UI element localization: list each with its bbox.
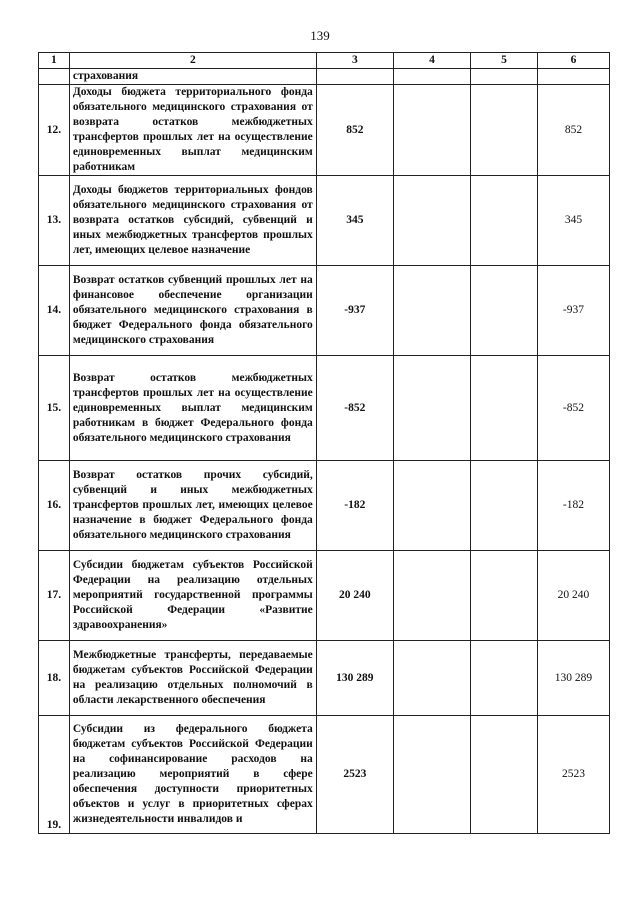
column-header-4: 4 [393, 53, 470, 69]
continuation-row [39, 69, 610, 85]
row-col5-value [471, 266, 538, 356]
row-col3-value: 130 289 [316, 641, 393, 716]
row-description: Возврат остатков субвенций прошлых лет на финансовое обеспечение организации обязательного медицинского страхования в бюджет Федерального фонда обязательного медицинского страхования [69, 266, 316, 356]
row-description: Субсидии из федерального бюджета бюджетам субъектов Российской Федерации на софинансирование расходов на реализацию мероприятий в сфере обеспечения доступности приоритетных объектов и услуг в приоритетных сферах жизнедеятельности инвалидов и [69, 716, 316, 834]
row-col4-value [393, 176, 470, 266]
column-header-5: 5 [471, 53, 538, 69]
row-col6-value: -852 [537, 356, 609, 461]
row-col5-value [471, 716, 538, 834]
row-col6-value: 2523 [537, 716, 609, 834]
table-row [39, 356, 610, 461]
row-description: Доходы бюджетов территориальных фондов обязательного медицинского страхования от возврата остатков субсидий, субвенций и иных межбюджетных трансфертов прошлых лет, имеющих целевое назначение [69, 176, 316, 266]
row-description: Доходы бюджета территориального фонда обязательного медицинского страхования от возврата остатков межбюджетных трансфертов прошлых лет на осуществление единовременных выплат медицинским работникам [69, 85, 316, 176]
row-col3-value: -182 [316, 461, 393, 551]
table-row [39, 551, 610, 641]
table-row [39, 461, 610, 551]
row-number: 12. [39, 85, 70, 176]
row-number: 14. [39, 266, 70, 356]
row-col4-value [393, 85, 470, 176]
column-header-2: 2 [69, 53, 316, 69]
row-col3-value: -852 [316, 356, 393, 461]
column-header-3: 3 [316, 53, 393, 69]
row-col4-value [393, 716, 470, 834]
row-col5-value [471, 176, 538, 266]
row-description: Возврат остатков межбюджетных трансфертов прошлых лет на осуществление единовременных выплат медицинским работникам в бюджет Федерального фонда обязательного медицинского страхования [69, 356, 316, 461]
row-number: 19. [39, 716, 70, 834]
row-col3-value: 20 240 [316, 551, 393, 641]
row-col3-value: 2523 [316, 716, 393, 834]
row-col5-value [471, 85, 538, 176]
row-col5-value [471, 461, 538, 551]
budget-table [38, 52, 610, 834]
table-row [39, 266, 610, 356]
row-col6-value: 20 240 [537, 551, 609, 641]
row-col4-value [393, 551, 470, 641]
table-row [39, 641, 610, 716]
row-col6-value: 345 [537, 176, 609, 266]
column-header-6: 6 [537, 53, 609, 69]
row-col5-value [471, 641, 538, 716]
row-col5-value [471, 551, 538, 641]
table-row [39, 176, 610, 266]
table-row [39, 716, 610, 834]
row-col6-value: 852 [537, 85, 609, 176]
row-col4-value [393, 266, 470, 356]
row-col6-value: -182 [537, 461, 609, 551]
row-col3-value: 852 [316, 85, 393, 176]
row-col3-value: -937 [316, 266, 393, 356]
row-number: 15. [39, 356, 70, 461]
row-number: 17. [39, 551, 70, 641]
table-row [39, 85, 610, 176]
table-header-row [39, 53, 610, 69]
row-description: Возврат остатков прочих субсидий, субвенций и иных межбюджетных трансфертов прошлых лет, имеющих целевое назначение в бюджет Федерального фонда обязательного медицинского страхования [69, 461, 316, 551]
row-col4-value [393, 641, 470, 716]
row-number: 16. [39, 461, 70, 551]
row-col4-value [393, 461, 470, 551]
row-number: 13. [39, 176, 70, 266]
row-col3-value: 345 [316, 176, 393, 266]
row-col4-value [393, 356, 470, 461]
row-col6-value: 130 289 [537, 641, 609, 716]
row-col6-value: -937 [537, 266, 609, 356]
row-description: Межбюджетные трансферты, передаваемые бюджетам субъектов Российской Федерации на реализацию отдельных полномочий в области лекарственного обеспечения [69, 641, 316, 716]
page-number: 139 [310, 28, 330, 43]
row-description: Субсидии бюджетам субъектов Российской Федерации на реализацию отдельных мероприятий государственной программы Российской Федерации «Развитие здравоохранения» [69, 551, 316, 641]
continuation-text: страхования [69, 69, 316, 85]
row-number: 18. [39, 641, 70, 716]
row-col5-value [471, 356, 538, 461]
column-header-1: 1 [39, 53, 70, 69]
